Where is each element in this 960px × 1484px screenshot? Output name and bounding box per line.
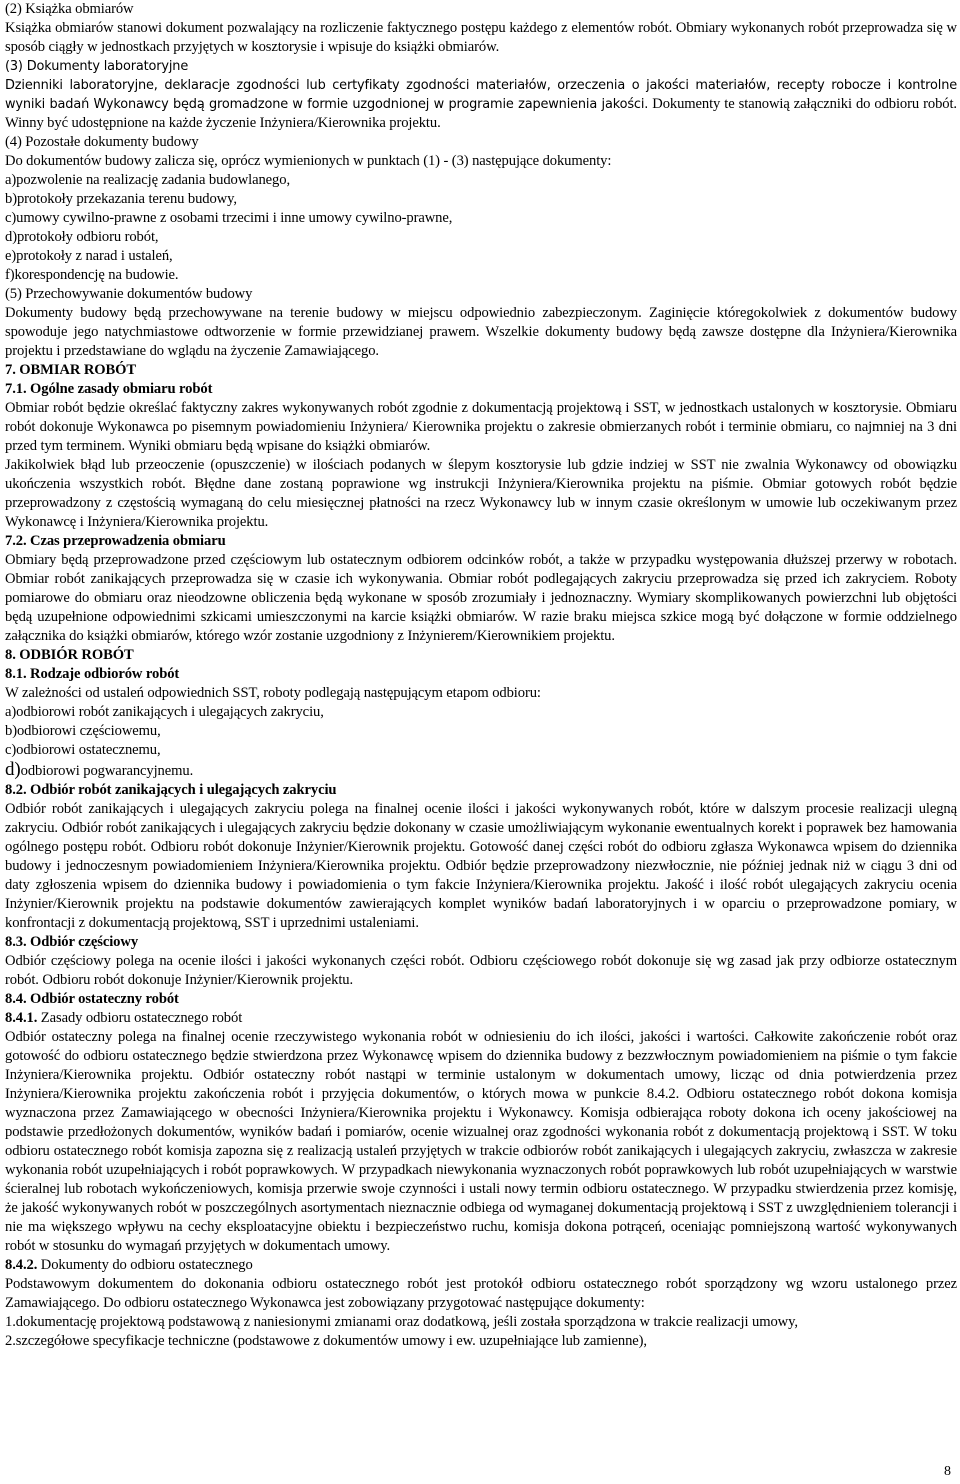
paragraph: Dokumenty budowy będą przechowywane na terenie budowy w miejscu odpowiednio zabezpieczonym. Zaginięcie któregokolwiek z dokumentów budowy spowoduje jego natychmiastowe odtworzenie w formie przewidzianej prawem. Wszelkie dokumenty budowy będą zawsze dostępne dla Inżyniera/Kierownika projektu i przedstawiane do wglądu na życzenie Zamawiającego.	[5, 305, 957, 359]
list-item: f)korespondencję na budowie.	[5, 267, 179, 283]
heading-text: 7.2. Czas przeprowadzenia obmiaru	[5, 533, 226, 549]
paragraph: Książka obmiarów stanowi dokument pozwalający na rozliczenie faktycznego postępu każdego z elementów robót. Obmiary wykonanych robót przeprowadza się w sposób ciągły w jednostkach przyjętych w kosztorysie i wpisuje do książki obmiarów.	[5, 20, 957, 55]
heading-text: 8.1. Rodzaje odbiorów robót	[5, 666, 180, 682]
subsection-heading	[5, 1009, 957, 1028]
paragraph: Odbiór częściowy polega na ocenie ilości i jakości wykonanych części robót. Odbioru częściowego robót dokonuje się wg zasad jak przy odbiorze ostatecznym robót. Odbioru robót dokonuje Inżynier/Kierownik projektu.	[5, 953, 957, 988]
list-item: a)pozwolenie na realizację zadania budowlanego,	[5, 172, 290, 188]
heading-text: Zasady odbioru ostatecznego robót	[40, 1010, 243, 1026]
paragraph: Do dokumentów budowy zalicza się, oprócz wymienionych w punktach (1) - (3) następujące dokumenty:	[5, 153, 612, 169]
section-heading	[5, 665, 957, 684]
section-heading	[5, 933, 957, 952]
text-run: Dzienniki laboratoryjne, deklaracje zgodności lub certyfikaty zgodności materiałów, orzeczenia o jakości materiałów, recepty robocze i kontrolne wyniki badań Wykonawcy będą gromadzone w formie uzgodnionej w programie zapewnienia jakości.	[5, 78, 957, 112]
heading-text: 8.3. Odbiór częściowy	[5, 934, 139, 950]
list-item: c)umowy cywilno-prawne z osobami trzecimi i inne umowy cywilno-prawne,	[5, 210, 453, 226]
list-item: e)protokoły z narad i ustaleń,	[5, 248, 173, 264]
subsection-heading	[5, 1256, 957, 1275]
list-item: b)odbiorowi częściowemu,	[5, 723, 161, 739]
heading-number: 8.4.1.	[5, 1010, 41, 1026]
heading-number: 8.4.2.	[5, 1257, 41, 1273]
heading-text: 8.4. Odbiór ostateczny robót	[5, 991, 179, 1007]
section-heading	[5, 781, 957, 800]
list-marker: d)	[5, 759, 21, 780]
section-heading: (3) Dokumenty laboratoryjne	[5, 59, 189, 74]
chapter-heading	[5, 361, 957, 380]
paragraph: Odbiór ostateczny polega na finalnej ocenie rzeczywistego wykonania robót w odniesieniu do ich ilości, jakości i wartości. Całkowite zakończenie robót oraz gotowość do odbioru ostatecznego będzie stwierdzona przez Wykonawcę wpisem do dziennika budowy z bezzwłocznym powiadomieniem na piśmie o tym fakcie Inżyniera/Kierownika projektu. Odbiór ostateczny robót nastąpi w terminie ustalonym w dokumentach umowy, licząc od dnia potwierdzenia przez Inżyniera/Kierownika projektu zakończenia robót i przyjęcia dokumentów, o których mowa w punkcie 8.4.2. Odbioru ostatecznego robót dokona komisja wyznaczona przez Zamawiającego w obecności Inżyniera/Kierownika projektu i Wykonawcy. Komisja odbierająca roboty dokona ich oceny jakościowej na podstawie przedłożonych dokumentów, wyników badań i pomiarów, ocenie wizualnej oraz zgodności wykonania robót z dokumentacją projektową i SST. W toku odbioru ostatecznego robót komisja zapozna się z realizacją ustaleń przyjętych w trakcie odbiorów robót zanikających i ulegających zakryciu, zwłaszcza w zakresie wykonania robót uzupełniających i robót poprawkowych. W przypadkach niewykonania wyznaczonych robót poprawkowych lub robót uzupełniających w warstwie ścieralnej lub robotach wykończeniowych, komisja przerwie swoje czynności i ustali nowy termin odbioru ostatecznego. W przypadku stwierdzenia przez komisję, że jakość wykonywanych robót w poszczególnych asortymentach nieznacznie odbiega od wymaganej dokumentacją projektową i SST z uwzględnieniem tolerancji i nie ma większego wpływu na cechy eksploatacyjne obiektu i bezpieczeństwo ruchu, komisja dokona potrąceń, oceniając pomniejszoną wartość wykonywanych robót w stosunku do wymagań przyjętych w dokumentach umowy.	[5, 1029, 957, 1254]
paragraph: Obmiar robót będzie określać faktyczny zakres wykonywanych robót zgodnie z dokumentacją projektową i SST, w jednostkach ustalonych w kosztorysie. Obmiaru robót dokonuje Wykonawca po pisemnym powiadomieniu Inżyniera/ Kierownika projektu o zakresie obmierzanych robót i terminie obmiaru, co najmniej na 3 dni przed tym terminem. Wyniki obmiaru będą wpisane do książki obmiarów.	[5, 400, 957, 454]
list-item: a)odbiorowi robót zanikających i ulegających zakryciu,	[5, 704, 324, 720]
paragraph: Obmiary będą przeprowadzone przed częściowym lub ostatecznym odbiorem odcinków robót, a także w przypadku występowania dłuższej przerwy w robotach. Obmiar robót zanikających przeprowadza się w czasie ich wykonywania. Obmiar robót podlegających zakryciu przeprowadza się przed ich zakryciem. Roboty pomiarowe do obmiaru oraz nieodzowne obliczenia będą wykonane w sposób zrozumiały i jednoznaczny. Wymiary skomplikowanych powierzchni lub objętości będą uzupełnione odpowiednimi szkicami umieszczonymi na karcie książki obmiarów. W razie braku miejsca szkice mogą być dołączone w formie oddzielnego załącznika do książki obmiarów, którego wzór zostanie uzgodniony z Inżynierem/Kierownikiem projektu.	[5, 552, 957, 644]
list-item	[5, 760, 957, 781]
document-body	[5, 0, 957, 1351]
list-item: c)odbiorowi ostatecznemu,	[5, 742, 161, 758]
heading-text: 7. OBMIAR ROBÓT	[5, 362, 137, 378]
list-item: d)protokoły odbioru robót,	[5, 229, 159, 245]
heading-text: 8. ODBIÓR ROBÓT	[5, 647, 134, 663]
section-heading	[5, 380, 957, 399]
heading-text: 8.2. Odbiór robót zanikających i ulegających zakryciu	[5, 782, 337, 798]
paragraph: Jakikolwiek błąd lub przeoczenie (opuszczenie) w ilościach podanych w ślepym kosztorysie lub gdzie indziej w SST nie zwalnia Wykonawcy od obowiązku ukończenia wszystkich robót. Błędne dane zostaną poprawione wg instrukcji Inżyniera/Kierownika projektu na piśmie. Obmiar gotowych robót będzie przeprowadzony z częstością wymaganą do celu miesięcznej płatności na rzecz Wykonawcy lub w innym czasie określonym w umowie lub oczekiwanym przez Wykonawcę i Inżyniera/Kierownika projektu.	[5, 457, 957, 530]
paragraph	[5, 76, 957, 133]
section-heading	[5, 990, 957, 1009]
section-heading: (4) Pozostałe dokumenty budowy	[5, 134, 199, 150]
text-run: Dokumenty te stanowią załączniki do odbioru robót. Winny być udostępnione na każde życzenie Inżyniera/Kierownika projektu.	[5, 96, 957, 131]
heading-text: 7.1. Ogólne zasady obmiaru robót	[5, 381, 213, 397]
list-item: b)protokoły przekazania terenu budowy,	[5, 191, 237, 207]
list-item: 1.dokumentację projektową podstawową z naniesionymi zmianami oraz dodatkową, jeśli została sporządzona w trakcie realizacji umowy,	[5, 1314, 798, 1330]
list-item: 2.szczegółowe specyfikacje techniczne (podstawowe z dokumentów umowy i ew. uzupełniające lub zamienne),	[5, 1333, 647, 1349]
paragraph: W zależności od ustaleń odpowiednich SST, roboty podlegają następującym etapom odbioru:	[5, 685, 541, 701]
paragraph: (2) Książka obmiarów	[5, 1, 134, 17]
section-heading: (5) Przechowywanie dokumentów budowy	[5, 286, 253, 302]
paragraph: Podstawowym dokumentem do dokonania odbioru ostatecznego robót jest protokół odbioru ostatecznego robót sporządzony wg wzoru ustalonego przez Zamawiającego. Do odbioru ostatecznego Wykonawca jest zobowiązany przygotować następujące dokumenty:	[5, 1276, 957, 1311]
section-heading	[5, 532, 957, 551]
chapter-heading	[5, 646, 957, 665]
list-item-text: odbiorowi pogwarancyjnemu.	[20, 763, 194, 779]
paragraph: Odbiór robót zanikających i ulegających zakryciu polega na finalnej ocenie ilości i jakości wykonywanych robót, które w dalszym procesie realizacji ulegną zakryciu. Odbiór robót zanikających i ulegających zakryciu będzie dokonany w czasie umożliwiającym wykonanie ewentualnych korekt i poprawek bez hamowania ogólnego postępu robót. Odbioru robót dokonuje Inżynier/Kierownik projektu. Gotowość danej części robót do odbioru zgłasza Wykonawca wpisem do dziennika budowy i jednoczesnym powiadomieniem Inżyniera/Kierownika projektu. Odbiór będzie przeprowadzony niezwłocznie, nie później jednak niż w ciągu 3 dni od daty zgłoszenia wpisem do dziennika budowy i powiadomienia o tym fakcie Inżyniera/Kierownika projektu. Jakość i ilość robót ulegających zakryciu ocenia Inżynier/Kierownik projektu na podstawie dokumentów zawierających komplet wyników badań laboratoryjnych i w oparciu o przeprowadzone pomiary, w konfrontacji z dokumentacją projektową, SST i uprzednimi ustaleniami.	[5, 801, 957, 931]
heading-text: Dokumenty do odbioru ostatecznego	[40, 1257, 253, 1273]
page-number: 8	[944, 1464, 951, 1479]
